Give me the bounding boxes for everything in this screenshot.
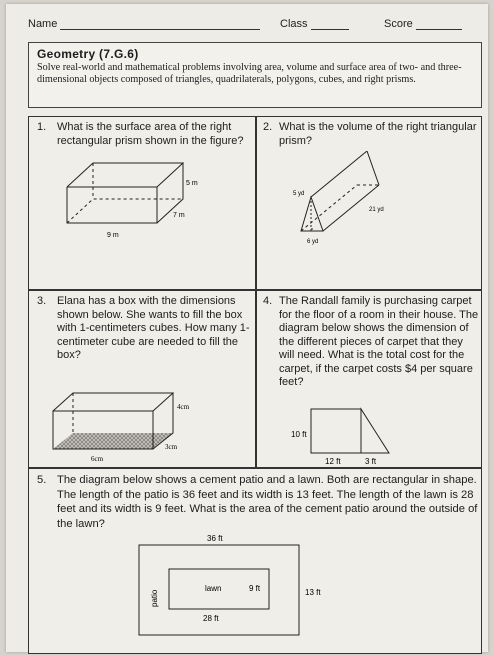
lawn-width-label: 9 ft [249, 584, 261, 593]
prism-length-label: 9 m [107, 232, 119, 239]
standard-title: Geometry (7.G.6) [37, 47, 139, 61]
carpet-tri-width-label: 3 ft [365, 457, 377, 466]
problem-4-cell [256, 290, 482, 468]
carpet-triangle [361, 409, 389, 453]
carpet-rect-width-label: 12 ft [325, 457, 341, 466]
problem-5-cell [28, 468, 482, 654]
score-line [416, 19, 462, 30]
patio-figure [119, 535, 359, 645]
tri-prism-hidden-edge [301, 185, 357, 231]
carpet-figure [277, 407, 437, 467]
problem-2-number: 2. [263, 121, 273, 133]
tri-prism-back-edge [367, 151, 379, 185]
prism-height-label: 5 m [186, 180, 198, 187]
tri-prism-top-edge [311, 151, 367, 197]
name-line [60, 19, 260, 30]
problem-grid [28, 116, 482, 654]
problem-3 [37, 295, 255, 363]
problem-1-number: 1. [37, 121, 47, 133]
class-label: Class [280, 18, 308, 30]
score-label: Score [384, 18, 413, 30]
problem-3-text: Elana has a box with the dimensions shown below. She wants to fill the box with 1-centimeters cubes. How many 1-centimeter cube are needed to fill the box? [57, 295, 250, 361]
problem-4-text: The Randall family is purchasing carpet for the floor of a room in their house. The diagram below shows the dimension of the different pieces of carpet that they will need. What is the total cost for the carpet, if the carpet costs $4 per square feet? [279, 295, 479, 388]
patio-width-label: 13 ft [305, 588, 321, 597]
lawn-label: lawn [205, 584, 222, 593]
problem-4-number: 4. [263, 295, 273, 307]
box-bottom-shaded [53, 433, 173, 449]
box-length-label: 6cm [91, 455, 104, 463]
box-top-face [53, 393, 173, 411]
prism-top-face [67, 163, 183, 187]
problem-1 [37, 121, 251, 148]
score-field[interactable] [384, 18, 462, 30]
triangular-prism-figure [277, 151, 477, 251]
patio-length-label: 36 ft [207, 535, 223, 543]
standard-description: Solve real-world and mathematical problems involving area, volume and surface area of two- and three-dimensional objects composed of triangles, quadrilaterals, polygons, cubes, and right prisms. [37, 62, 462, 86]
tri-prism-base-label: 6 yd [307, 239, 319, 245]
patio-label: patio [150, 589, 159, 607]
tri-prism-length-label: 21 yd [369, 207, 384, 213]
problem-4 [263, 295, 479, 390]
class-line [311, 19, 349, 30]
prism-front-face [67, 187, 157, 223]
prism-depth-label: 7 m [173, 212, 185, 219]
problem-5 [37, 473, 481, 531]
rectangular-prism-figure [49, 153, 239, 243]
problem-3-cell [28, 290, 256, 468]
box-height-label: 4cm [177, 403, 190, 411]
carpet-rectangle [311, 409, 361, 453]
problem-1-cell [28, 116, 256, 290]
problem-5-number: 5. [37, 474, 47, 486]
worksheet-page [6, 4, 488, 652]
problem-5-text: The diagram below shows a cement patio and a lawn. Both are rectangular in shape. The length of the patio is 36 feet and its width is 13 feet. The length of the lawn is 28 feet and its width is 9 feet. What is the area of the cement patio around the outside of the lawn? [57, 474, 478, 530]
problem-2-text: What is the volume of the right triangular prism? [279, 121, 477, 147]
name-field[interactable] [28, 18, 260, 30]
prism-hidden-edges [67, 199, 183, 223]
standard-box [28, 42, 482, 108]
name-label: Name [28, 18, 58, 30]
problem-2 [263, 121, 477, 148]
class-field[interactable] [280, 18, 349, 30]
tri-prism-front [301, 197, 323, 231]
tri-prism-height-label: 5 yd [293, 191, 305, 197]
box-depth-label: 3cm [165, 443, 178, 451]
box-figure [43, 387, 243, 467]
lawn-length-label: 28 ft [203, 614, 219, 623]
problem-3-number: 3. [37, 295, 47, 307]
problem-1-text: What is the surface area of the right rectangular prism shown in the figure? [57, 121, 244, 147]
carpet-height-label: 10 ft [291, 430, 307, 439]
problem-2-cell [256, 116, 482, 290]
